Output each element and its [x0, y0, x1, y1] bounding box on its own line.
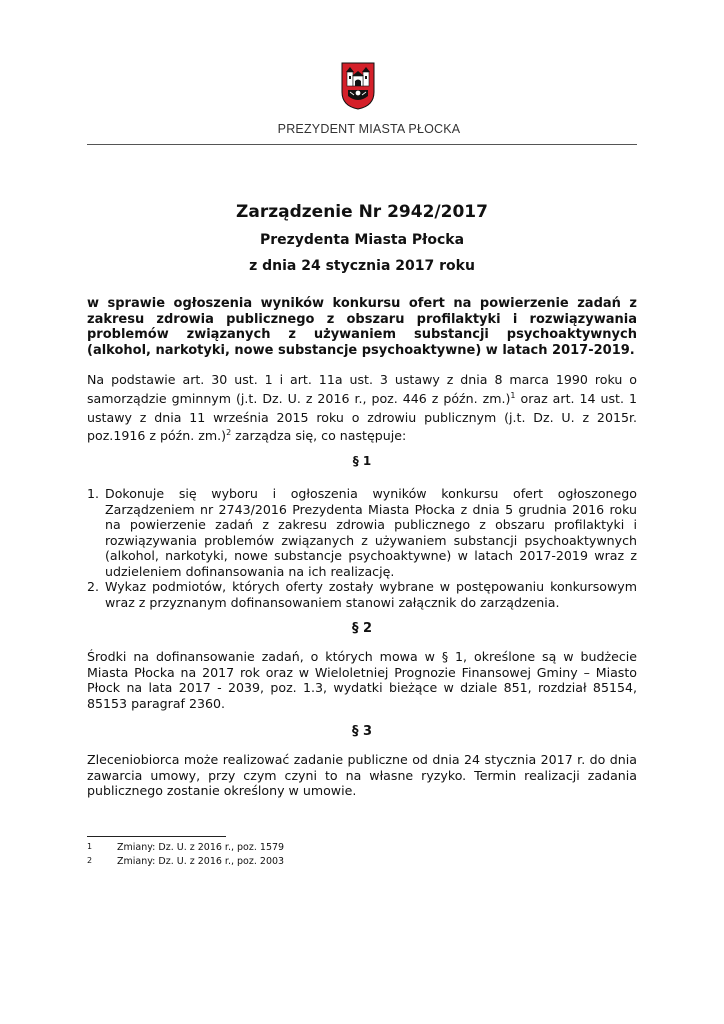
section-1-list [87, 486, 637, 610]
footnote-1 [87, 842, 284, 853]
section-2-heading: § 2 [351, 621, 373, 636]
footnote-mark: 1 [87, 842, 93, 851]
footnote-ref-2: 2 [226, 428, 232, 438]
footnote-divider [87, 836, 226, 837]
legal-basis-part2: oraz art. 14 ust. 1 ustawy z dnia 11 września 2015 roku o zdrowiu publicznym (j.t. Dz. U. z 2015r. poz.1916 z późn. zm.) [87, 390, 637, 444]
footnote-mark: 2 [87, 856, 93, 865]
list-item-text: Dokonuje się wyboru i ogłoszenia wyników konkursu ofert ogłoszonego Zarządzeniem nr 2743/2016 Prezydenta Miasta Płocka z dnia 5 grudnia 2016 roku na powierzenie zadań z zakresu zdrowia publicznego z obszaru profilaktyki i rozwiązywania problemów związanych z używaniem substancji psychoaktywnych (alkohol, narkotyki, nowe substancje psychoaktywne) w latach 2017-2019 wraz z udzieleniem dofinansowania na ich realizację. [105, 486, 637, 579]
header-divider [87, 144, 637, 145]
legal-basis-part1: Na podstawie art. 30 ust. 1 i art. 11a ust. 3 ustawy z dnia 8 marca 1990 roku o samorządzie gminnym (j.t. Dz. U. z 2016 r., poz. 446 z późn. zm.) [87, 372, 637, 406]
footnote-2 [87, 856, 284, 867]
city-crest-icon [341, 62, 375, 110]
legal-basis-part3: zarządza się, co następuje: [231, 428, 407, 444]
document-subject: w sprawie ogłoszenia wyników konkursu ofert na powierzenie zadań z zakresu zdrowia publicznego z obszaru profilaktyki i rozwiązywania problemów związanych z używaniem substancji psychoaktywnych (alkohol, narkotyki, nowe substancje psychoaktywne) w latach 2017-2019. [87, 296, 637, 358]
list-item-text: Wykaz podmiotów, których oferty zostały wybrane w postępowaniu konkursowym wraz z przyznanym dofinansowaniem stanowi załącznik do zarządzenia. [105, 579, 637, 610]
list-item-number: 2. [87, 579, 100, 594]
footnote-text: Zmiany: Dz. U. z 2016 r., poz. 2003 [117, 856, 285, 867]
legal-basis [87, 371, 637, 446]
footnote-text: Zmiany: Dz. U. z 2016 r., poz. 1579 [117, 842, 285, 853]
list-item [87, 486, 637, 579]
section-2-text: Środki na dofinansowanie zadań, o których mowa w § 1, określone są w budżecie Miasta Płocka na 2017 rok oraz w Wieloletniej Prognozie Finansowej Gminy – Miasto Płock na lata 2017 - 2039, poz. 1.3, wydatki bieżące w dziale 851, rozdział 85154, 85153 paragraf 2360. [87, 649, 637, 711]
section-3-text: Zleceniobiorca może realizować zadanie publiczne od dnia 24 stycznia 2017 r. do dnia zawarcia umowy, przy czym czyni to na własne ryzyko. Termin realizacji zadania publicznego zostanie określony w umowie. [87, 752, 637, 798]
section-3-heading: § 3 [351, 724, 373, 739]
section-1-heading: § 1 [352, 454, 372, 468]
footnote-ref-1: 1 [510, 390, 516, 400]
document-date: z dnia 24 stycznia 2017 roku [249, 258, 475, 274]
document-title: Zarządzenie Nr 2942/2017 [236, 202, 488, 222]
list-item [87, 579, 637, 610]
document-issuer: Prezydenta Miasta Płocka [259, 232, 465, 248]
office-name: PREZYDENT MIASTA PŁOCKA [277, 122, 461, 136]
list-item-number: 1. [87, 486, 100, 501]
